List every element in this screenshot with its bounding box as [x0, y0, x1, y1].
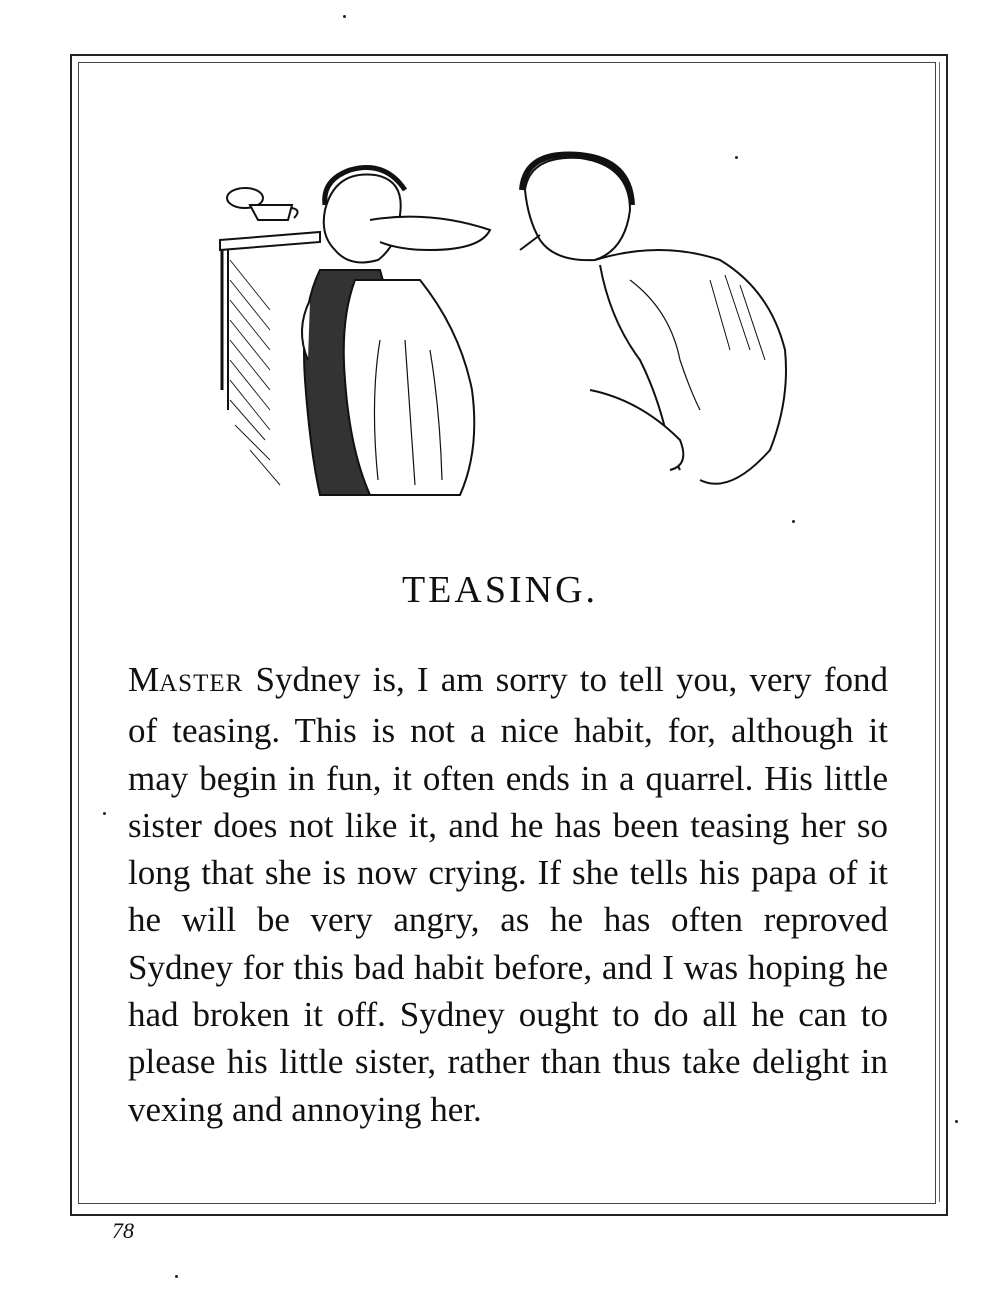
- page-title: TEASING.: [401, 569, 599, 611]
- leaning-boy-figure: [520, 154, 786, 483]
- wall-hatching: [230, 260, 280, 485]
- page-frame-right-rule: [939, 62, 940, 1202]
- scan-speck: [955, 1120, 958, 1123]
- paragraph-text: Sydney is, I am sorry to tell you, very fond of teasing. This is not a nice habit, for, although it may begin in fun, it often ends in a quarrel. His little sister does not like it, and he has been teasing her so long that she is now crying. If she tells his papa of it he will be very angry, as he has often reproved Sydney for this bad habit before, and I was hoping he had broken it off. Sydney ought to do all he can to please his little sister, rather than thus take delight in vexing and annoying her.: [128, 660, 888, 1129]
- illustration-engraving: [210, 150, 810, 510]
- page-number: 78: [112, 1218, 134, 1243]
- scan-speck: [735, 156, 738, 159]
- crying-girl-figure: [302, 168, 490, 496]
- scan-speck: [175, 1275, 178, 1278]
- lead-word-initial: M: [128, 660, 160, 699]
- scan-speck: [792, 520, 795, 523]
- body-paragraph: [128, 656, 888, 1133]
- scan-speck: [343, 15, 346, 18]
- scan-speck: [103, 812, 106, 815]
- lead-word-rest: ASTER: [159, 670, 244, 697]
